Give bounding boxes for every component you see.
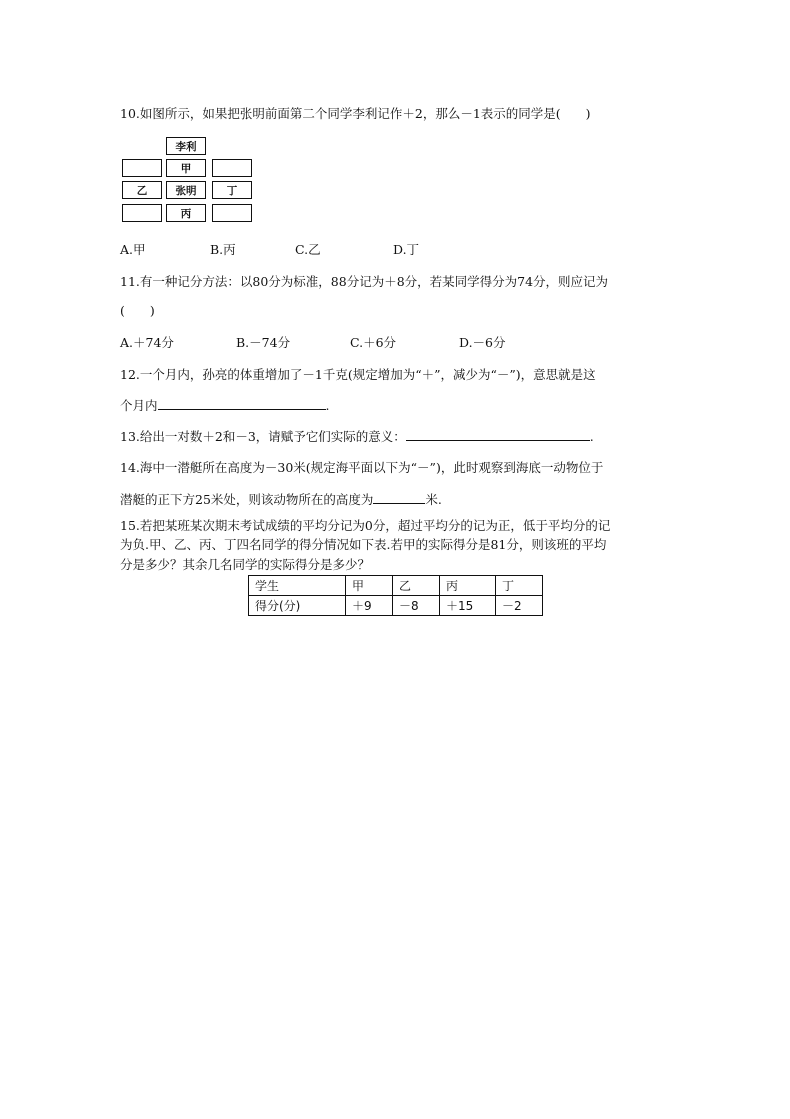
seat-r2-left: 乙 [122, 181, 162, 199]
table-header-row [249, 576, 543, 596]
seat-r2-right: 丁 [212, 181, 252, 199]
q11-choice-b: B.－74分 [236, 335, 291, 350]
q11-line1: 11.有一种记分方法：以80分为标准，88分记为＋8分，若某同学得分为74分，则应记为 [120, 274, 609, 289]
header-cell: 丁 [496, 576, 543, 596]
q13-prefix: 13.给出一对数＋2和－3，请赋予它们实际的意义： [120, 429, 406, 444]
q12-line1: 12.一个月内，孙亮的体重增加了－1千克(规定增加为“＋”，减少为“－”)，意思就是这 [120, 367, 596, 382]
q14-answer-blank[interactable] [373, 503, 425, 504]
q14-line2-prefix: 潜艇的正下方25米处，则该动物所在的高度为 [120, 492, 374, 507]
q14-line2-suffix: 米. [425, 492, 442, 507]
header-cell: 甲 [346, 576, 393, 596]
seat-r1-left [122, 159, 162, 177]
q12-line2-suffix: . [325, 398, 330, 413]
table-row [249, 596, 543, 616]
q14-line2 [120, 490, 442, 508]
table-cell: －2 [496, 596, 543, 616]
q10-choice-d: D.丁 [393, 242, 420, 257]
q13-suffix: . [589, 429, 594, 444]
seat-r1-mid: 甲 [166, 159, 206, 177]
header-cell: 丙 [440, 576, 496, 596]
q10-choice-b: B.丙 [210, 242, 236, 257]
seat-r1-right [212, 159, 252, 177]
q15-line1: 15.若把某班某次期末考试成绩的平均分记为0分，超过平均分的记为正，低于平均分的记 [120, 518, 611, 533]
q14-line1: 14.海中一潜艇所在高度为－30米(规定海平面以下为“－”)，此时观察到海底一动物位于 [120, 460, 604, 475]
table-cell: 得分(分) [249, 596, 346, 616]
q10-choice-a: A.甲 [120, 242, 146, 257]
table-cell: ＋15 [440, 596, 496, 616]
seat-r3-left [122, 204, 162, 222]
seat-r2-mid: 张明 [166, 181, 206, 199]
q12-line2-prefix: 个月内 [120, 398, 158, 413]
q12-line2 [120, 396, 330, 414]
q13-answer-blank[interactable] [406, 440, 590, 441]
seat-r3-right [212, 204, 252, 222]
table-cell: ＋9 [346, 596, 393, 616]
header-cell: 乙 [393, 576, 440, 596]
seat-top: 李利 [166, 137, 206, 155]
q11-choice-a: A.＋74分 [120, 335, 174, 350]
header-cell: 学生 [249, 576, 346, 596]
q10-choice-c: C.乙 [295, 242, 321, 257]
q13-line [120, 427, 594, 445]
q15-line2: 为负.甲、乙、丙、丁四名同学的得分情况如下表.若甲的实际得分是81分，则该班的平均 [120, 537, 607, 552]
scores-table [248, 575, 543, 616]
q15-line3: 分是多少？其余几名同学的实际得分是多少？ [120, 557, 371, 572]
table-cell: －8 [393, 596, 440, 616]
q11-line2: ( ) [120, 303, 155, 318]
q11-choice-c: C.＋6分 [350, 335, 397, 350]
seat-r3-mid: 丙 [166, 204, 206, 222]
q11-choice-d: D.－6分 [459, 335, 506, 350]
q12-answer-blank[interactable] [158, 409, 326, 410]
q10-text: 10.如图所示，如果把张明前面第二个同学李利记作＋2，那么－1表示的同学是( ) [120, 106, 591, 121]
